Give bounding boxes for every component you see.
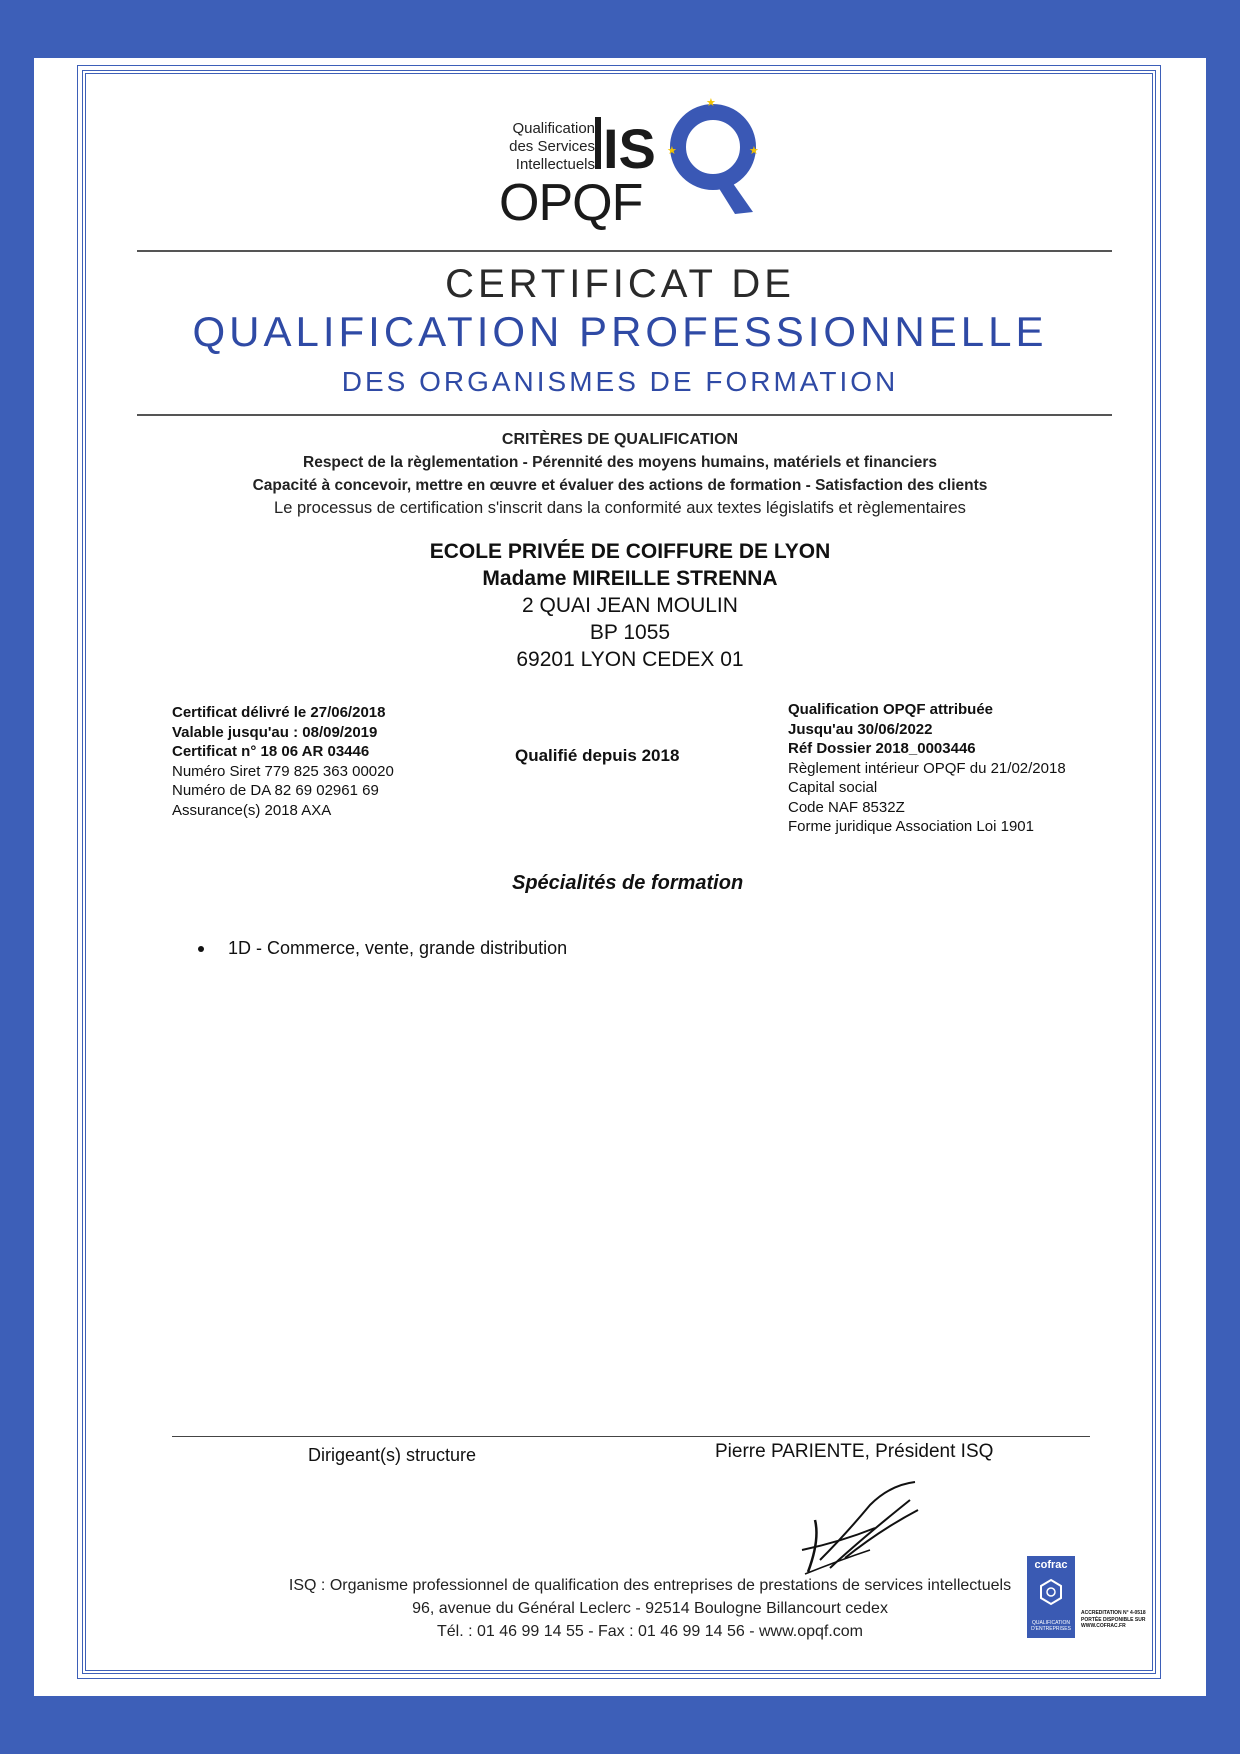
certificate-details [172, 703, 394, 820]
logo-tagline-line2: des Services [509, 138, 595, 155]
specialities-list [198, 938, 567, 959]
valid-until: Valable jusqu'au : 08/09/2019 [172, 723, 378, 741]
dossier-reference: Réf Dossier 2018_0003446 [788, 740, 976, 757]
cofrac-emblem-icon [1027, 1578, 1075, 1608]
qualification-attributed: Qualification OPQF attribuée [788, 701, 994, 718]
siret-number: Numéro Siret 779 825 363 00020 [172, 762, 394, 780]
qualification-until: Jusqu'au 30/06/2022 [788, 720, 933, 738]
share-capital: Capital social [788, 779, 878, 796]
logo-tagline-line1: Qualification [512, 120, 595, 137]
cofrac-label: cofrac [1034, 1559, 1068, 1571]
qualification-criteria [0, 428, 1240, 520]
speciality-label: 1D - Commerce, vente, grande distribution [228, 938, 568, 958]
logo-tagline-line3: Intellectuels [515, 156, 595, 173]
organisation-address3: 69201 LYON CEDEX 01 [516, 648, 744, 671]
organisation-block [0, 538, 1240, 673]
opqf-isq-logo [495, 92, 760, 242]
certificate-title-line2: QUALIFICATION PROFESSIONNELLE [192, 308, 1048, 355]
issued-date: Certificat délivré le 27/06/2018 [172, 704, 386, 721]
legal-form: Forme juridique Association Loi 1901 [788, 818, 1034, 835]
svg-text:★: ★ [749, 145, 759, 157]
logo-opqf-text: OPQF [499, 174, 643, 232]
top-divider [137, 250, 1112, 252]
internal-regulation: Règlement intérieur OPQF du 21/02/2018 [788, 759, 1066, 777]
title-divider [137, 414, 1112, 416]
president-signature [800, 1480, 930, 1580]
organisation-address2: BP 1055 [589, 621, 671, 644]
footer-line3: Tél. : 01 46 99 14 55 - Fax : 01 46 99 14 56 - www.opqf.com [436, 1623, 864, 1640]
criteria-heading: CRITÈRES DE QUALIFICATION [501, 431, 739, 448]
certificate-title-line1: CERTIFICAT DE [445, 262, 795, 306]
cofrac-accreditation-text: ACCREDITATION N° 4-0518 PORTÉE DISPONIBLE SUR WWW.COFRAC.FR [1081, 1610, 1146, 1629]
footer-line1: ISQ : Organisme professionnel de qualification des entreprises de prestations de services intellectuels [288, 1577, 1012, 1594]
cofrac-box-text: QUALIFICATION D'ENTREPRISES [1031, 1620, 1071, 1632]
footer [200, 1574, 1100, 1643]
insurance: Assurance(s) 2018 AXA [172, 801, 332, 819]
svg-text:★: ★ [706, 97, 716, 109]
naf-code: Code NAF 8532Z [788, 798, 905, 816]
signature-line [172, 1436, 1090, 1437]
logo-tagline [500, 120, 595, 174]
cofrac-logo [1027, 1556, 1147, 1638]
cofrac-box [1027, 1556, 1075, 1638]
criteria-line3: Le processus de certification s'inscrit dans la conformité aux textes législatifs et règlementaires [274, 499, 966, 517]
list-item [198, 938, 567, 959]
criteria-line2: Capacité à concevoir, mettre en œuvre et évaluer des actions de formation - Satisfaction des clients [252, 477, 988, 494]
signature-right-label: Pierre PARIENTE, Président ISQ [715, 1441, 994, 1462]
signature-left-label: Dirigeant(s) structure [308, 1445, 477, 1465]
bullet-icon [198, 946, 204, 952]
qualified-since: Qualifié depuis 2018 [515, 746, 680, 765]
organisation-address1: 2 QUAI JEAN MOULIN [522, 594, 738, 617]
qualification-details [788, 700, 1066, 837]
organisation-contact: Madame MIREILLE STRENNA [482, 567, 778, 590]
specialities-heading: Spécialités de formation [512, 872, 744, 894]
criteria-line1: Respect de la règlementation - Pérennité des moyens humains, matériels et financiers [303, 454, 937, 471]
certificate-number: Certificat n° 18 06 AR 03446 [172, 743, 370, 760]
footer-line2: 96, avenue du Général Leclerc - 92514 Boulogne Billancourt cedex [412, 1600, 888, 1617]
organisation-name: ECOLE PRIVÉE DE COIFFURE DE LYON [429, 540, 831, 563]
certificate-title-line3: DES ORGANISMES DE FORMATION [341, 366, 899, 397]
da-number: Numéro de DA 82 69 02961 69 [172, 782, 379, 799]
svg-text:★: ★ [667, 145, 677, 157]
logo-isq-letters: IS [603, 117, 656, 180]
